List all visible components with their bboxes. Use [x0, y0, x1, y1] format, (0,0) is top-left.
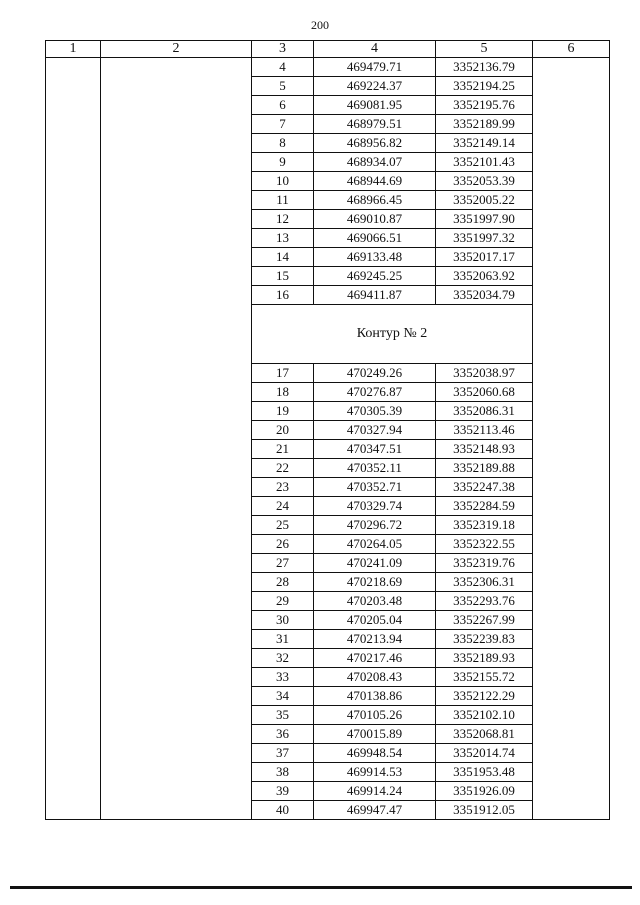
- contour-label: Контур № 2: [252, 305, 533, 364]
- coordinate-y: 3351997.90: [436, 210, 533, 229]
- coordinate-y: 3352247.38: [436, 478, 533, 497]
- point-number: 14: [252, 248, 314, 267]
- coordinate-x: 470296.72: [314, 516, 436, 535]
- coordinate-x: 470217.46: [314, 649, 436, 668]
- coordinate-y: 3352149.14: [436, 134, 533, 153]
- point-number: 10: [252, 172, 314, 191]
- coordinate-x: 469224.37: [314, 77, 436, 96]
- point-number: 29: [252, 592, 314, 611]
- coordinate-x: 469133.48: [314, 248, 436, 267]
- coordinate-x: 468979.51: [314, 115, 436, 134]
- coordinate-y: 3352053.39: [436, 172, 533, 191]
- point-number: 39: [252, 782, 314, 801]
- coordinate-y: 3352189.88: [436, 459, 533, 478]
- point-number: 11: [252, 191, 314, 210]
- coordinate-x: 469914.24: [314, 782, 436, 801]
- coordinate-x: 469948.54: [314, 744, 436, 763]
- page-number: 200: [311, 18, 329, 32]
- coordinate-y: 3351926.09: [436, 782, 533, 801]
- coordinate-x: 470327.94: [314, 421, 436, 440]
- coordinate-y: 3351953.48: [436, 763, 533, 782]
- coordinate-x: 468956.82: [314, 134, 436, 153]
- coordinate-y: 3352293.76: [436, 592, 533, 611]
- point-number: 21: [252, 440, 314, 459]
- point-number: 31: [252, 630, 314, 649]
- point-number: 27: [252, 554, 314, 573]
- coordinate-y: 3352005.22: [436, 191, 533, 210]
- coordinate-y: 3352068.81: [436, 725, 533, 744]
- coordinate-x: 469245.25: [314, 267, 436, 286]
- coordinate-y: 3352239.83: [436, 630, 533, 649]
- point-number: 35: [252, 706, 314, 725]
- column-header-3: 3: [252, 41, 314, 58]
- point-number: 4: [252, 58, 314, 77]
- point-number: 28: [252, 573, 314, 592]
- coordinate-x: 468966.45: [314, 191, 436, 210]
- coordinate-y: 3352189.93: [436, 649, 533, 668]
- coordinate-x: 470249.26: [314, 364, 436, 383]
- point-number: 20: [252, 421, 314, 440]
- point-number: 19: [252, 402, 314, 421]
- point-number: 12: [252, 210, 314, 229]
- coordinate-y: 3352306.31: [436, 573, 533, 592]
- coordinate-y: 3352322.55: [436, 535, 533, 554]
- coordinate-y: 3352122.29: [436, 687, 533, 706]
- coordinate-x: 469947.47: [314, 801, 436, 820]
- coordinate-x: 470305.39: [314, 402, 436, 421]
- column-2-cell: [101, 58, 252, 820]
- coordinate-x: 469914.53: [314, 763, 436, 782]
- column-header-5: 5: [436, 41, 533, 58]
- point-number: 16: [252, 286, 314, 305]
- bottom-rule: [10, 886, 632, 889]
- column-header-1: 1: [46, 41, 101, 58]
- coordinate-y: 3352060.68: [436, 383, 533, 402]
- coordinate-x: 468934.07: [314, 153, 436, 172]
- coordinate-x: 469479.71: [314, 58, 436, 77]
- coordinate-y: 3352014.74: [436, 744, 533, 763]
- point-number: 9: [252, 153, 314, 172]
- coordinate-x: 468944.69: [314, 172, 436, 191]
- column-6-cell: [533, 58, 610, 820]
- point-number: 22: [252, 459, 314, 478]
- point-number: 38: [252, 763, 314, 782]
- point-number: 32: [252, 649, 314, 668]
- coordinate-y: 3352267.99: [436, 611, 533, 630]
- coordinate-x: 470105.26: [314, 706, 436, 725]
- coordinate-x: 470015.89: [314, 725, 436, 744]
- coordinate-y: 3352034.79: [436, 286, 533, 305]
- coordinate-y: 3352086.31: [436, 402, 533, 421]
- coordinate-y: 3352136.79: [436, 58, 533, 77]
- coordinate-x: 469081.95: [314, 96, 436, 115]
- point-number: 17: [252, 364, 314, 383]
- coordinate-x: 470264.05: [314, 535, 436, 554]
- point-number: 36: [252, 725, 314, 744]
- coordinate-x: 470241.09: [314, 554, 436, 573]
- table-body: [46, 58, 610, 820]
- coordinate-x: 470218.69: [314, 573, 436, 592]
- point-number: 6: [252, 96, 314, 115]
- coordinate-x: 470347.51: [314, 440, 436, 459]
- coordinate-x: 470329.74: [314, 497, 436, 516]
- coordinate-x: 470208.43: [314, 668, 436, 687]
- point-number: 23: [252, 478, 314, 497]
- column-header-2: 2: [101, 41, 252, 58]
- coordinate-y: 3352155.72: [436, 668, 533, 687]
- column-header-6: 6: [533, 41, 610, 58]
- coordinate-y: 3352148.93: [436, 440, 533, 459]
- point-number: 26: [252, 535, 314, 554]
- coordinate-y: 3351997.32: [436, 229, 533, 248]
- point-number: 37: [252, 744, 314, 763]
- coordinate-x: 470213.94: [314, 630, 436, 649]
- coordinate-y: 3352038.97: [436, 364, 533, 383]
- point-number: 8: [252, 134, 314, 153]
- point-number: 25: [252, 516, 314, 535]
- point-number: 40: [252, 801, 314, 820]
- coordinate-y: 3352195.76: [436, 96, 533, 115]
- coordinate-x: 470205.04: [314, 611, 436, 630]
- point-number: 13: [252, 229, 314, 248]
- coordinate-y: 3351912.05: [436, 801, 533, 820]
- coordinate-x: 470138.86: [314, 687, 436, 706]
- coordinate-y: 3352017.17: [436, 248, 533, 267]
- point-number: 7: [252, 115, 314, 134]
- coordinates-table: [45, 40, 610, 820]
- point-number: 5: [252, 77, 314, 96]
- coordinate-x: 470203.48: [314, 592, 436, 611]
- point-number: 30: [252, 611, 314, 630]
- coordinate-x: 469411.87: [314, 286, 436, 305]
- table-row: [46, 58, 610, 77]
- point-number: 34: [252, 687, 314, 706]
- column-1-cell: [46, 58, 101, 820]
- coordinate-x: 469010.87: [314, 210, 436, 229]
- coordinate-y: 3352102.10: [436, 706, 533, 725]
- column-header-4: 4: [314, 41, 436, 58]
- coordinate-y: 3352101.43: [436, 153, 533, 172]
- coordinate-x: 470276.87: [314, 383, 436, 402]
- point-number: 24: [252, 497, 314, 516]
- coordinate-x: 470352.11: [314, 459, 436, 478]
- coordinate-x: 469066.51: [314, 229, 436, 248]
- coordinate-y: 3352319.76: [436, 554, 533, 573]
- coordinate-y: 3352063.92: [436, 267, 533, 286]
- point-number: 18: [252, 383, 314, 402]
- coordinate-y: 3352319.18: [436, 516, 533, 535]
- coordinate-y: 3352194.25: [436, 77, 533, 96]
- coordinate-y: 3352284.59: [436, 497, 533, 516]
- coordinate-y: 3352113.46: [436, 421, 533, 440]
- point-number: 33: [252, 668, 314, 687]
- table-header-row: [46, 41, 610, 58]
- coordinate-x: 470352.71: [314, 478, 436, 497]
- coordinate-y: 3352189.99: [436, 115, 533, 134]
- point-number: 15: [252, 267, 314, 286]
